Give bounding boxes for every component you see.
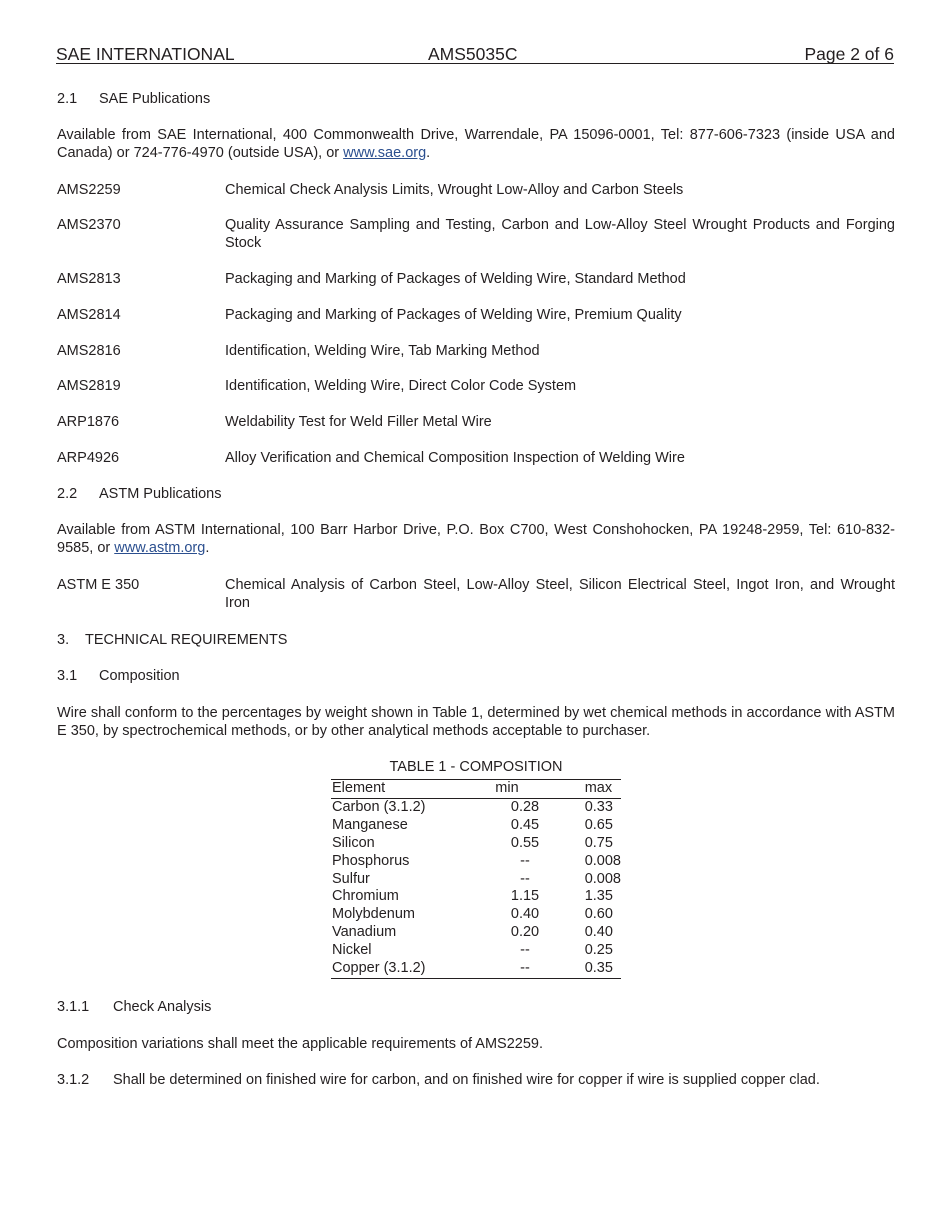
ref-title: Chemical Analysis of Carbon Steel, Low-Alloy Steel, Silicon Electrical Steel, Ingot Iron, and Wrought Iron (225, 577, 895, 611)
min-cell: 0.55 (510, 834, 540, 851)
table-row (331, 942, 621, 960)
max-cell: 0.33 (584, 798, 613, 815)
section-3-1-2-paragraph (57, 1071, 820, 1089)
element-cell: Nickel (332, 942, 372, 959)
min-cell: -- (520, 942, 530, 959)
section-title: ASTM Publications (99, 486, 222, 502)
max-cell: 0.65 (584, 816, 613, 833)
max-cell: 1.35 (584, 888, 613, 905)
min-cell: 0.20 (510, 924, 540, 941)
element-cell: Vanadium (332, 924, 397, 941)
availability-end: . (205, 540, 210, 556)
table-row (331, 817, 621, 835)
section-number: 2.1 (57, 91, 78, 107)
max-cell: 0.60 (584, 906, 613, 923)
section-title: SAE Publications (99, 91, 211, 107)
header-org: SAE INTERNATIONAL (56, 44, 235, 64)
section-number: 3.1.1 (57, 999, 90, 1015)
min-cell: 1.15 (510, 888, 540, 905)
column-header-min: min (495, 780, 519, 796)
ref-code: AMS2816 (57, 343, 121, 359)
min-cell: -- (520, 960, 530, 977)
ref-title: Alloy Verification and Chemical Composition Inspection of Welding Wire (225, 450, 685, 466)
ref-title: Identification, Welding Wire, Tab Marking Method (225, 343, 540, 359)
ref-title: Identification, Welding Wire, Direct Color Code System (225, 378, 577, 394)
table-row (331, 853, 621, 871)
ref-title: Weldability Test for Weld Filler Metal Wire (225, 414, 492, 430)
table-row (331, 871, 621, 889)
element-cell: Silicon (332, 834, 375, 851)
table-header-row (331, 780, 621, 799)
section-2-1-heading (57, 90, 210, 108)
section-3-1-heading (57, 667, 180, 685)
max-cell: 0.25 (584, 942, 613, 959)
element-cell: Carbon (3.1.2) (332, 798, 426, 815)
section-title: TECHNICAL REQUIREMENTS (85, 632, 288, 648)
header-doc-number: AMS5035C (428, 44, 518, 64)
ref-code: ARP4926 (57, 450, 120, 466)
element-cell: Chromium (332, 888, 399, 905)
min-cell: 0.45 (510, 816, 540, 833)
table-caption: TABLE 1 - COMPOSITION (389, 759, 563, 775)
section-3-1-1-heading (57, 998, 211, 1016)
column-header-element: Element (332, 780, 386, 796)
min-cell: -- (520, 870, 530, 887)
section-number: 3.1.2 (57, 1072, 90, 1088)
min-cell: 0.40 (510, 906, 540, 923)
section-body: Shall be determined on finished wire for carbon, and on finished wire for copper if wire is supplied copper clad. (113, 1072, 820, 1088)
element-cell: Sulfur (332, 870, 370, 887)
ref-title: Quality Assurance Sampling and Testing, Carbon and Low-Alloy Steel Wrought Products and Forging Stock (225, 217, 895, 251)
header-rule (56, 63, 894, 64)
composition-paragraph: Wire shall conform to the percentages by weight shown in Table 1, determined by wet chemical methods in accordance with ASTM E 350, by spectrochemical methods, or by other analytical methods acceptable to purchaser. (57, 705, 895, 739)
max-cell: 0.35 (584, 960, 613, 977)
ref-code: AMS2259 (57, 182, 121, 198)
table-row (331, 960, 621, 978)
max-cell: 0.008 (584, 870, 621, 887)
element-cell: Phosphorus (332, 852, 410, 869)
sae-availability-paragraph (57, 126, 895, 162)
composition-table (331, 779, 621, 979)
table-row (331, 924, 621, 942)
ref-code: ASTM E 350 (57, 577, 140, 593)
column-header-max: max (584, 780, 613, 796)
section-number: 3. (57, 632, 70, 648)
max-cell: 0.75 (584, 834, 613, 851)
element-cell: Copper (3.1.2) (332, 960, 426, 977)
min-cell: -- (520, 852, 530, 869)
section-2-2-heading (57, 485, 222, 503)
ref-code: AMS2813 (57, 271, 121, 287)
table-row (331, 835, 621, 853)
table-row (331, 888, 621, 906)
section-number: 2.2 (57, 486, 78, 502)
sae-link[interactable]: www.sae.org (343, 145, 427, 161)
element-cell: Manganese (332, 816, 408, 833)
section-title: Composition (99, 668, 180, 684)
table-row (331, 906, 621, 924)
ref-code: AMS2370 (57, 217, 121, 233)
ref-code: AMS2819 (57, 378, 121, 394)
astm-link[interactable]: www.astm.org (114, 540, 206, 556)
availability-text: Available from ASTM International, 100 Barr Harbor Drive, P.O. Box C700, West Conshohocken, PA 19248-2959, Tel: 610-832-9585, or (57, 522, 895, 556)
max-cell: 0.40 (584, 924, 613, 941)
header-page: Page 2 of 6 (804, 44, 894, 64)
section-3-heading (57, 631, 287, 649)
min-cell: 0.28 (510, 798, 540, 815)
check-analysis-paragraph: Composition variations shall meet the applicable requirements of AMS2259. (57, 1036, 544, 1052)
ref-title: Packaging and Marking of Packages of Welding Wire, Standard Method (225, 271, 686, 287)
max-cell: 0.008 (584, 852, 621, 869)
ref-title: Chemical Check Analysis Limits, Wrought Low-Alloy and Carbon Steels (225, 182, 684, 198)
section-title: Check Analysis (113, 999, 212, 1015)
table-row (331, 798, 621, 816)
availability-text: Available from SAE International, 400 Commonwealth Drive, Warrendale, PA 15096-0001, Tel: 877-606-7323 (inside USA and Canada) or 724-776-4970 (outside USA), or (57, 127, 895, 161)
ref-code: AMS2814 (57, 307, 121, 323)
ref-title: Packaging and Marking of Packages of Welding Wire, Premium Quality (225, 307, 682, 323)
astm-availability-paragraph (57, 521, 895, 557)
availability-end: . (426, 145, 431, 161)
section-number: 3.1 (57, 668, 78, 684)
element-cell: Molybdenum (332, 906, 416, 923)
ref-code: ARP1876 (57, 414, 120, 430)
